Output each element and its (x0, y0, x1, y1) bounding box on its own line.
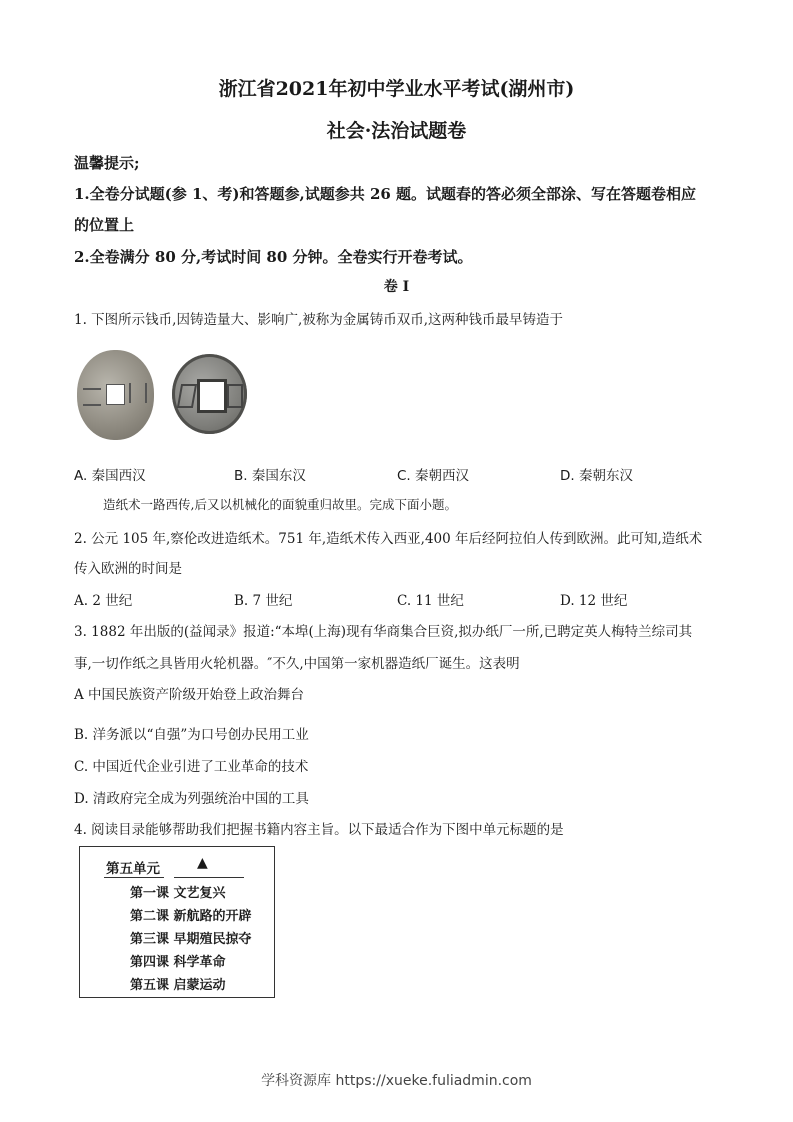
q2-option-a: A. 2 世纪 (74, 593, 133, 609)
q3-option-b: B. 洋务派以“自强”为口号创办民用工业 (74, 727, 309, 743)
q1-option-b: B. 秦国东汉 (234, 468, 306, 484)
section-label: 卷 I (383, 279, 410, 295)
toc-title-underline (104, 877, 164, 878)
question-2-stem-a: 2. 公元 105 年,察伦改进造纸术。751 年,造纸术传入西亚,400 年后经阿拉伯人传到欧洲。此可知,造纸术 (74, 531, 703, 547)
coin-image-banliang (77, 350, 154, 440)
coin-image-wuzhu (172, 354, 247, 434)
page-title: 浙江省2021年初中学业水平考试(湖州市) (218, 78, 575, 100)
toc-blank-underline (174, 877, 244, 878)
toc-blank-marker: ▲ (197, 855, 208, 871)
q2-option-c: C. 11 世纪 (397, 593, 464, 609)
toc-lesson-3: 第三课 早期殖民掠夺 (130, 932, 252, 947)
table-of-contents-figure (79, 846, 275, 998)
question-4-stem: 4. 阅读目录能够帮助我们把握书籍内容主旨。以下最适合作为下图中单元标题的是 (74, 822, 564, 838)
notice-line-1b: 的位置上 (74, 216, 135, 234)
question-1-stem: 1. 下图所示钱币,因铸造量大、影响广,被称为金属铸币双币,这两种钱币最早铸造于 (74, 312, 564, 328)
footer-watermark: 学科资源库 https://xueke.fuliadmin.com (261, 1073, 532, 1089)
q1-option-d: D. 秦朝东汉 (560, 468, 633, 484)
toc-lesson-1: 第一课 文艺复兴 (130, 886, 226, 901)
q2-option-d: D. 12 世纪 (560, 593, 628, 609)
q1-option-c: C. 秦朝西汉 (397, 468, 470, 484)
q3-option-a: A 中国民族资产阶级开始登上政治舞台 (74, 687, 305, 703)
notice-line-1a: 1.全卷分试题(参 1、考)和答题参,试题参共 26 题。试题春的答必须全部涂、写在答题卷相应 (74, 185, 697, 203)
page-subtitle: 社会·法治试题卷 (326, 120, 467, 142)
q3-option-d: D. 清政府完全成为列强统治中国的工具 (74, 791, 309, 807)
q2-option-b: B. 7 世纪 (234, 593, 293, 609)
passage-text: 造纸术一路西传,后又以机械化的面貌重归故里。完成下面小题。 (103, 497, 457, 512)
toc-unit-title: 第五单元 (106, 861, 160, 877)
question-2-stem-b: 传入欧洲的时间是 (74, 561, 182, 577)
question-3-stem-a: 3. 1882 年出版的(益闻录》报道:“本埠(上海)现有华商集合巨资,拟办纸厂一所,已聘定英人梅特兰综司其 (74, 624, 693, 640)
toc-lesson-4: 第四课 科学革命 (130, 955, 226, 970)
notice-heading: 温馨提示; (74, 154, 140, 172)
question-3-stem-b: 事,一切作纸之具皆用火轮机器。″不久,中国第一家机器造纸厂诞生。这表明 (74, 656, 520, 672)
toc-lesson-2: 第二课 新航路的开辟 (130, 909, 252, 924)
notice-line-2: 2.全卷满分 80 分,考试时间 80 分钟。全卷实行开卷考试。 (74, 248, 473, 266)
q1-option-a: A. 秦国西汉 (74, 468, 146, 484)
toc-lesson-5: 第五课 启蒙运动 (130, 978, 226, 993)
q3-option-c: C. 中国近代企业引进了工业革命的技术 (74, 759, 309, 775)
